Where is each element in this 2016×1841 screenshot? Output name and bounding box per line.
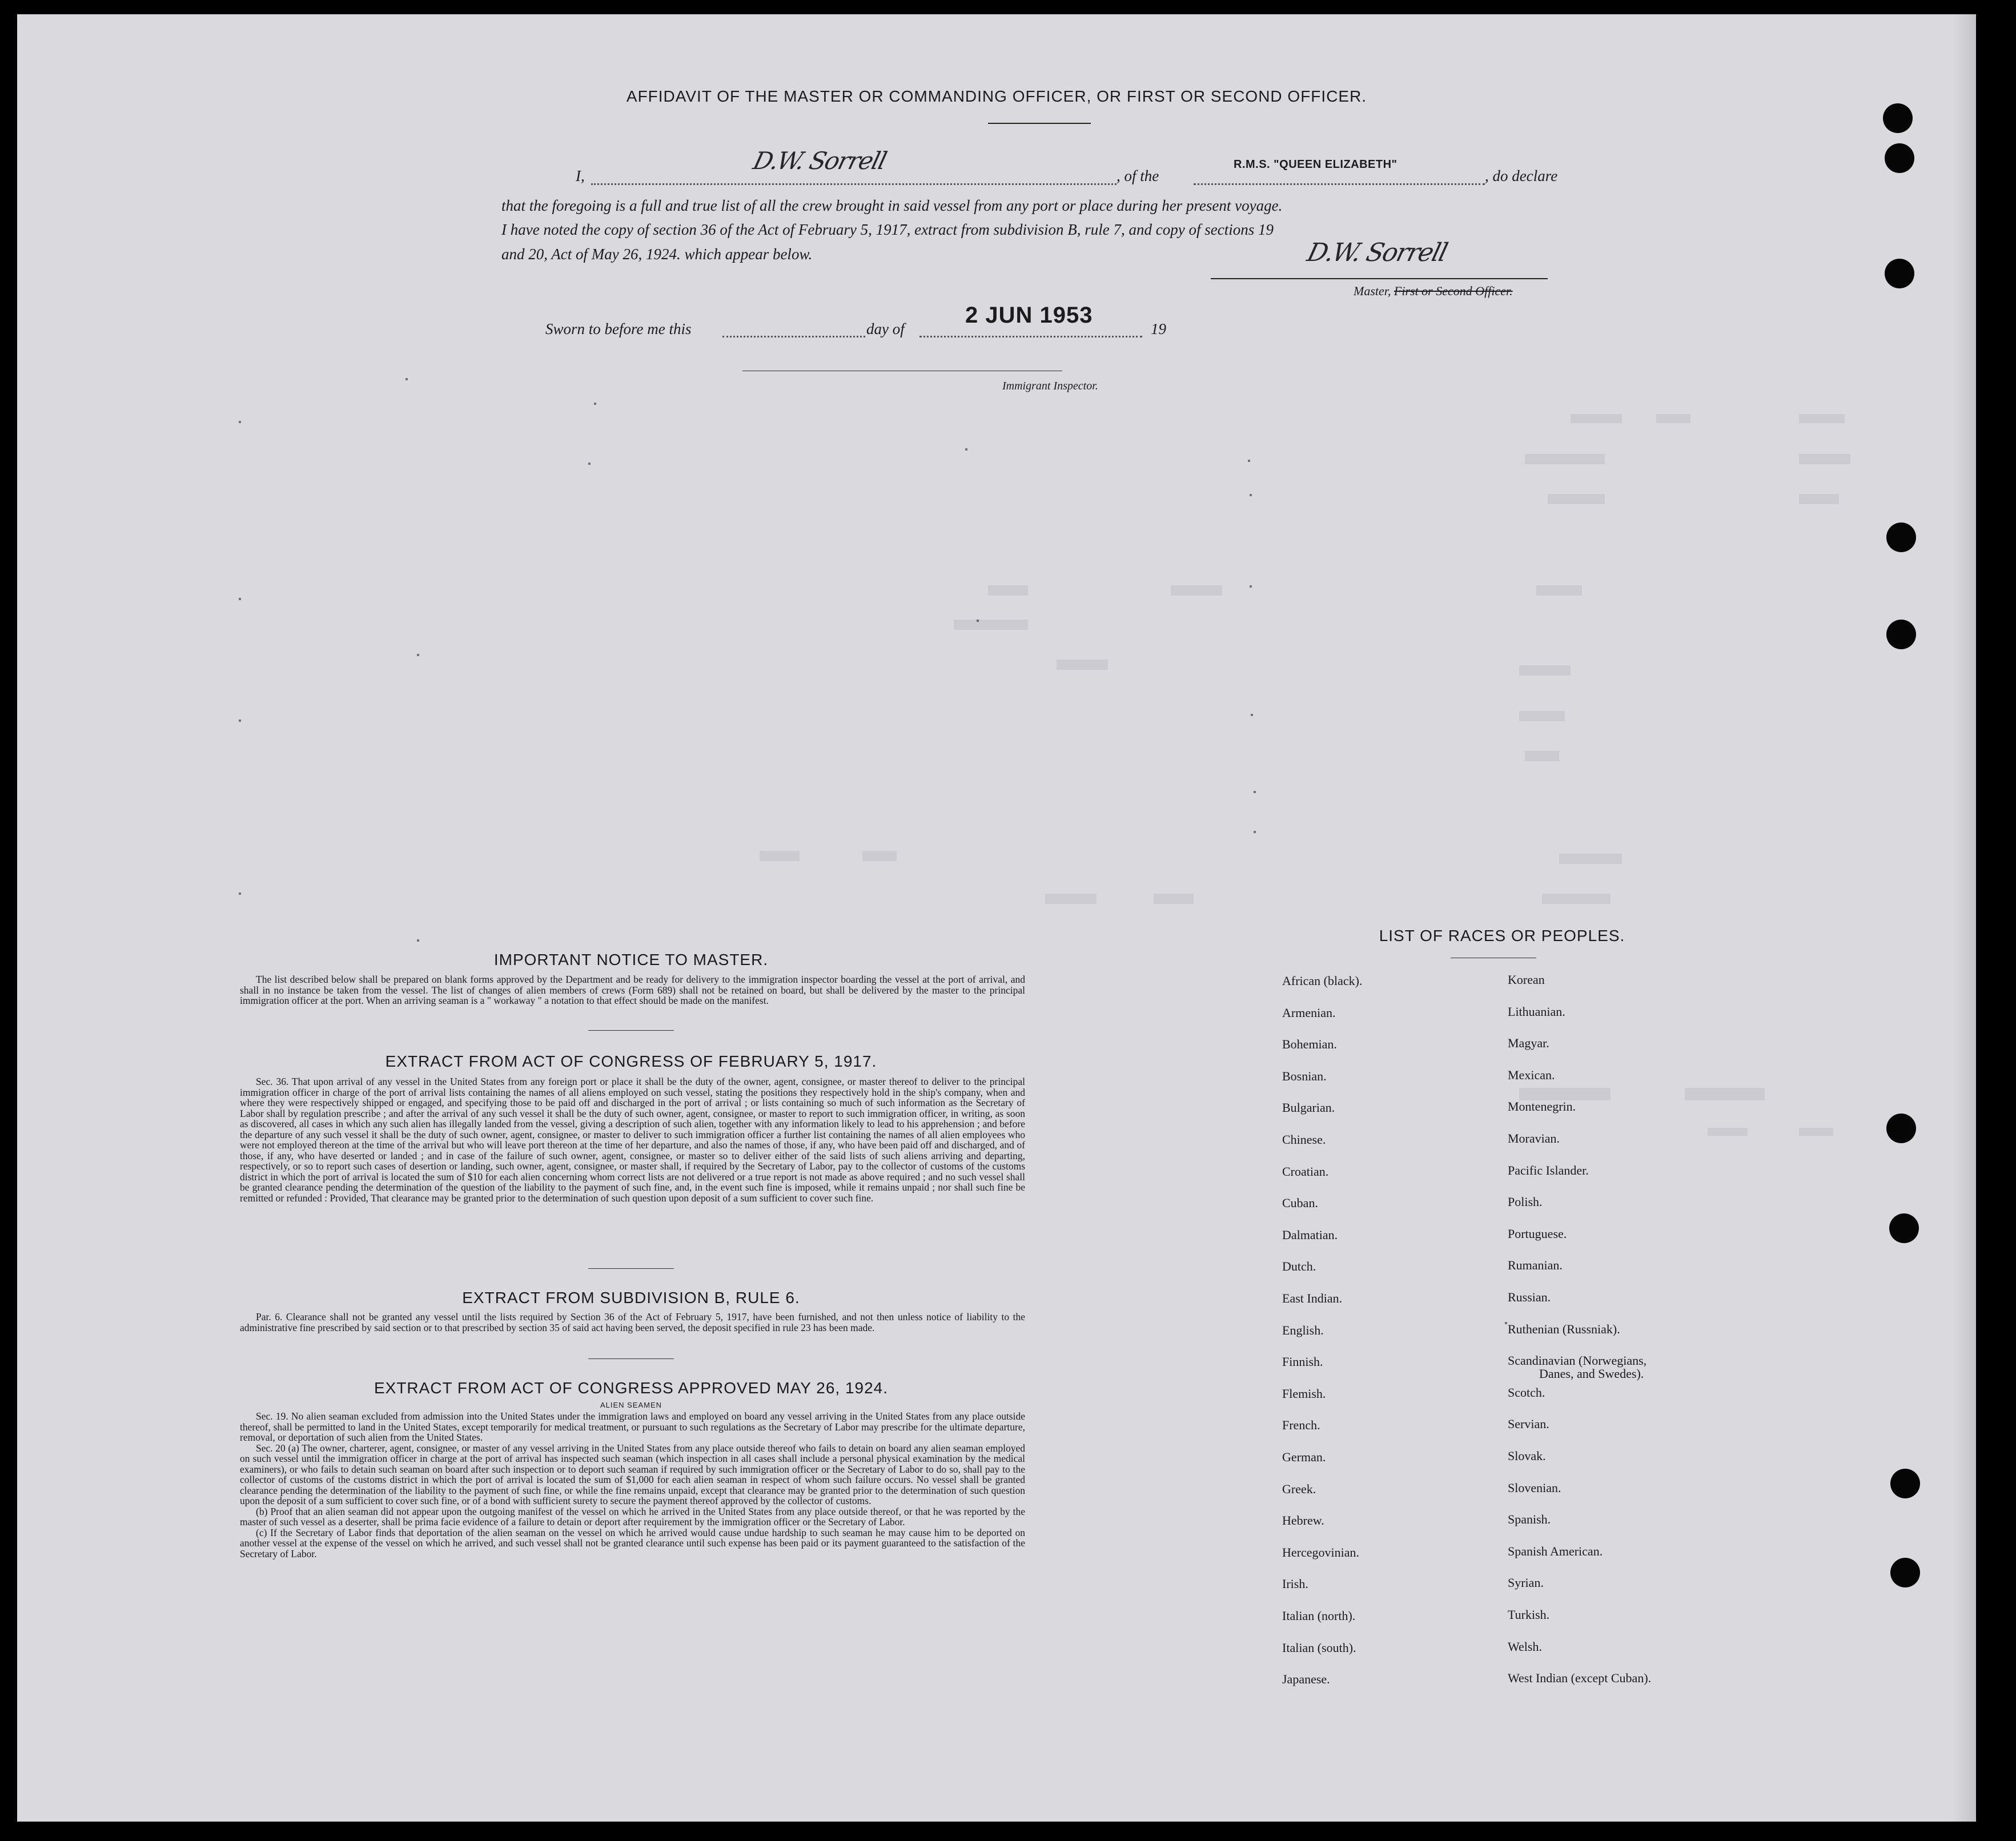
declaration-line-2: I have noted the copy of section 36 of the Act of February 5, 1917, extract from subdivision B, rule 7, and copy of sections 19 [501, 221, 1274, 238]
race-item: Moravian. [1508, 1131, 1560, 1145]
race-item: Croatian. [1282, 1164, 1329, 1179]
year-label: 19 [1151, 320, 1166, 337]
sworn-label: Sworn to before me this [545, 320, 692, 337]
race-item: African (black). [1282, 974, 1363, 988]
extract-1924-title: EXTRACT FROM ACT OF CONGRESS APPROVED MAY 26, 1924. [374, 1379, 889, 1397]
race-item: Italian (south). [1282, 1640, 1356, 1655]
race-item: German. [1282, 1450, 1326, 1464]
extract-rule6-body: Par. 6. Clearance shall not be granted any vessel until the lists required by Section 36 of the Act of February 5, 1917, have been furnished, and not then unless notice of liability to the administrative fine prescribed by said section or to that prescribed by section 35 of said act having been served, the deposit specified in rule 23 has been made. [240, 1311, 1025, 1333]
name-blank [591, 183, 1117, 185]
race-item: Rumanian. [1508, 1258, 1563, 1273]
sec-20b-text: (b) Proof that an alien seaman did not appear upon the outgoing manifest of the vessel on which he arrived in the United States from any place outside thereof, or that he was reported by the master of such vessel as a deserter, shall be prima facie evidence of a failure to detain or deport after requirement by the immigration officer or the Secretary of Labor. [240, 1505, 1025, 1528]
race-item: Turkish. [1508, 1607, 1550, 1622]
divider [588, 1358, 674, 1359]
extract-1917-body: Sec. 36. That upon arrival of any vessel in the United States from any foreign port or place it shall be the duty of the owner, agent, consignee, or master thereof to deliver to the principal immigration officer in charge of the port of arrival lists containing the names of all aliens employed on such vessel, stating the positions they respectively hold in the ship's company, when and where they were respectively shipped or engaged, and specifying those to be paid off and discharged in the port of arrival ; or lists containing so much of such information as the Secretary of Labor shall by regulation prescribe ; and after the arrival of any such vessel it shall be the duty of such owner, agent, consignee, or master to report to such immigration officer, in writing, as soon as discovered, all cases in which any such alien has illegally landed from the vessel, giving a description of such alien, together with any information likely to lead to his apprehension ; and before the departure of any such vessel it shall be the duty of such owner, agent, consignee, or master to deliver to such immigration officer a further list containing the names of all alien employees who were not employed thereon at the time of the arrival but who will leave port thereon at the time of her departure, and also the names of those, if any, who have been paid off and discharged, and of those, if any, who have deserted or landed ; and in case of the failure of such owner, agent, consignee, or master so to deliver either of the said lists of such aliens arriving and departing, respectively, or so to report such cases of desertion or landing, such owner, agent, consignee, or master shall, if required by the Secretary of Labor, pay to the collector of customs of the customs district in which the port of arrival is located the sum of $10 for each alien concerning whom correct lists are not delivered or a true report is not made as above required ; and no such vessel shall be granted clearance pending the determination of the question of the liability to the payment of such fine, and, in the event such fine is imposed, while it remains unpaid ; nor shall such fine be remitted or refunded : Provided, That clearance may be granted prior to the determination of such question upon deposit of a sum sufficient to cover such fine. [240, 1076, 1025, 1204]
extract-1917-title: EXTRACT FROM ACT OF CONGRESS OF FEBRUARY 5, 1917. [385, 1052, 877, 1070]
race-item: Cuban. [1282, 1196, 1318, 1211]
race-item: Slovenian. [1508, 1480, 1561, 1495]
affidavit-title: AFFIDAVIT OF THE MASTER OR COMMANDING OFFICER, OR FIRST OR SECOND OFFICER. [626, 87, 1367, 105]
title-underline [988, 123, 1091, 124]
day-of-label: day of [866, 320, 905, 337]
extract-1924-body [240, 1411, 1025, 1559]
race-item: Bohemian. [1282, 1037, 1337, 1052]
notice-title: IMPORTANT NOTICE TO MASTER. [493, 951, 769, 968]
declaration-line-3: and 20, Act of May 26, 1924. which appear below. [501, 246, 813, 263]
race-item: Ruthenian (Russniak). [1508, 1321, 1620, 1336]
i-label: I, [576, 167, 585, 184]
race-item: Spanish. [1508, 1512, 1551, 1527]
declaration-line-1: that the foregoing is a full and true list of all the crew brought in said vessel from any port or place during her present voyage. [501, 197, 1283, 214]
race-item: Scotch. [1508, 1385, 1545, 1400]
divider [588, 1030, 674, 1031]
signer-title [1354, 284, 1513, 299]
race-item: Hebrew. [1282, 1513, 1324, 1528]
race-item: Japanese. [1282, 1672, 1330, 1687]
race-item: Greek. [1282, 1481, 1316, 1496]
race-item: Montenegrin. [1508, 1099, 1576, 1114]
race-item: Polish. [1508, 1195, 1543, 1209]
sec-20c-text: (c) If the Secretary of Labor finds that deportation of the alien seaman on the vessel on which he arrived would cause undue hardship to such seaman he may cause him to be deported on another vessel at the expense of the vessel on which he arrived, and such vessel shall not be granted clearance until such expense has been paid or its payment guaranteed to the satisfaction of the Secretary of Labor. [240, 1526, 1025, 1559]
of-the-label: , of the [1117, 167, 1159, 184]
race-item: Scandinavian (Norwegians, [1508, 1353, 1647, 1368]
race-item: English. [1282, 1323, 1324, 1337]
race-item: Korean [1508, 972, 1545, 987]
race-item: Dutch. [1282, 1259, 1316, 1274]
extract-1924-subtitle: ALIEN SEAMEN [600, 1401, 662, 1409]
race-item: Servian. [1508, 1417, 1549, 1432]
master-label: Master, [1354, 284, 1391, 298]
races-title: LIST OF RACES OR PEOPLES. [1379, 927, 1625, 944]
race-item: West Indian (except Cuban). [1508, 1671, 1652, 1686]
sec-19-text: Sec. 19. No alien seaman excluded from admission into the United States under the immigration laws and employed on board any vessel arriving in the United States from any place outside thereof, shall be permitted to land in the United States, except temporarily for medical treatment, or pursuant to such regulations as the Secretary of Labor may prescribe for the ultimate departure, removal, or deportation of such alien from the United States. [240, 1410, 1025, 1443]
do-declare-label: , do declare [1485, 167, 1558, 184]
race-item: East Indian. [1282, 1291, 1343, 1305]
divider [588, 1268, 674, 1269]
race-item: Hercegovinian. [1282, 1545, 1359, 1559]
race-item: French. [1282, 1418, 1320, 1433]
race-item: Flemish. [1282, 1386, 1326, 1401]
race-item: Spanish American. [1508, 1543, 1603, 1558]
race-item: Portuguese. [1508, 1226, 1567, 1241]
sworn-month-blank [919, 336, 1142, 337]
race-item: Irish. [1282, 1577, 1308, 1591]
notice-body: The list described below shall be prepared on blank forms approved by the Department and be ready for delivery to the immigration inspector boarding the vessel at the port of arrival, and shall in no instance be taken from the vessel. The list of changes of alien members of crews (Form 689) shall not be retained on board, but shall be delivered by the master to the principal immigration officer at the port. When an arriving seaman is a " workaway " a notation to that effect should be made on the manifest. [240, 974, 1025, 1006]
race-item: Pacific Islander. [1508, 1163, 1589, 1177]
struck-officer-label: First or Second Officer. [1393, 284, 1513, 298]
race-item: Chinese. [1282, 1132, 1326, 1147]
sec-20a-text: Sec. 20 (a) The owner, charterer, agent, consignee, or master of any vessel arriving in the United States from any place outside thereof who fails to detain on board any alien seaman employed on such vessel until the immigration officer in charge at the port of arrival has inspected such seaman (which inspection in all cases shall include a personal physical examination by the medical examiners), or who fails to detain such seaman on board after such inspection or to deport such seaman if required by such immigration officer or the Secretary of Labor to do so, shall pay to the collector of customs of the customs district in which the port of arrival is located the sum of $1,000 for each alien seaman in respect of whom such failure occurs. No vessel shall be granted clearance pending the determination of the liability to the payment of such fine, or while the fine remains unpaid, except that clearance may be granted prior to the determination of such question upon the deposit of a sum sufficient to cover such fine, or of a bond with sufficient surety to secure the payment thereof approved by the collector of customs. [240, 1442, 1025, 1506]
race-item: Bulgarian. [1282, 1100, 1335, 1115]
race-item: Russian. [1508, 1290, 1551, 1304]
race-item-continuation: Danes, and Swedes). [1539, 1366, 1644, 1381]
master-signature-2: D.W. Sorrell [1304, 238, 1450, 267]
race-item: Syrian. [1508, 1575, 1544, 1590]
inspector-label: Immigrant Inspector. [1002, 380, 1098, 392]
sworn-day-blank [722, 336, 865, 337]
race-item: Dalmatian. [1282, 1227, 1338, 1242]
race-item: Finnish. [1282, 1354, 1323, 1369]
vessel-name-stamp: R.M.S. "QUEEN ELIZABETH" [1234, 158, 1397, 171]
signature-line [1211, 278, 1548, 279]
race-item: Slovak. [1508, 1449, 1546, 1463]
vessel-blank [1194, 183, 1485, 185]
race-item: Welsh. [1508, 1639, 1542, 1654]
document-page [17, 14, 1976, 1822]
extract-rule6-title: EXTRACT FROM SUBDIVISION B, RULE 6. [462, 1289, 800, 1307]
race-item: Bosnian. [1282, 1068, 1327, 1083]
race-item: Lithuanian. [1508, 1004, 1565, 1019]
race-item: Magyar. [1508, 1036, 1549, 1051]
race-item: Italian (north). [1282, 1609, 1356, 1623]
sworn-date-stamp: 2 JUN 1953 [965, 303, 1093, 328]
master-signature: D.W. Sorrell [750, 147, 889, 175]
race-item: Mexican. [1508, 1067, 1555, 1082]
race-item: Armenian. [1282, 1005, 1336, 1020]
